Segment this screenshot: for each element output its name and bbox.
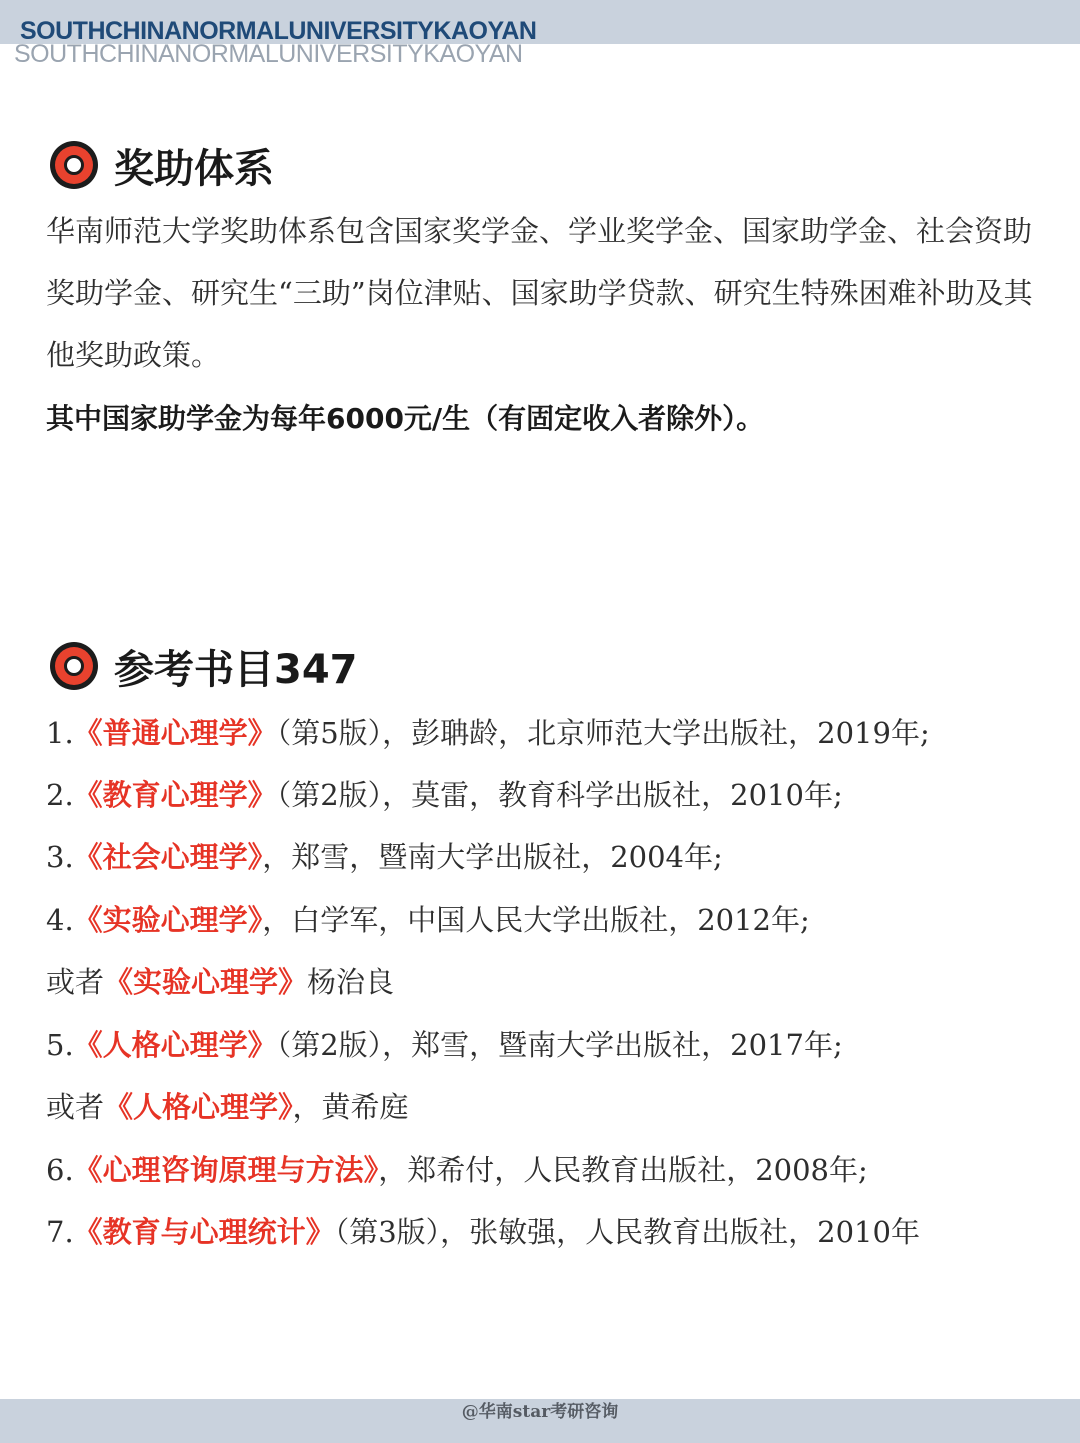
book-item-prefix: 5. bbox=[46, 1028, 74, 1062]
book-item-title: 《教育与心理统计》 bbox=[73, 1215, 335, 1249]
book-item-title: 《人格心理学》 bbox=[104, 1090, 293, 1124]
book-item-prefix: 或者 bbox=[46, 965, 105, 999]
book-item-details: ，郑希付，人民教育出版社，2008年; bbox=[378, 1153, 868, 1187]
book-item bbox=[46, 951, 394, 1013]
book-item-details: ，黄希庭 bbox=[292, 1090, 409, 1124]
book-item-details: （第2版），郑雪，暨南大学出版社，2017年; bbox=[276, 1028, 843, 1062]
section-heading-scholarship bbox=[50, 140, 274, 190]
scholarship-emphasis: 其中国家助学金为每年6000元/生（有固定收入者除外）。 bbox=[46, 402, 765, 435]
target-circle-icon bbox=[50, 642, 98, 690]
book-item-prefix: 3. bbox=[46, 840, 74, 874]
book-item-title: 《社会心理学》 bbox=[73, 840, 263, 874]
section-heading-books bbox=[50, 641, 358, 691]
book-item-prefix: 4. bbox=[46, 903, 74, 937]
book-item bbox=[46, 826, 723, 888]
book-item-details: （第3版），张敏强，人民教育出版社，2010年 bbox=[334, 1215, 920, 1249]
book-item-title: 《普通心理学》 bbox=[73, 716, 277, 750]
book-item-details: （第5版），彭聃龄，北京师范大学出版社，2019年; bbox=[276, 716, 930, 750]
book-item-prefix: 6. bbox=[46, 1153, 74, 1187]
book-item bbox=[46, 1076, 409, 1138]
banner-text-primary: SOUTHCHINANORMALUNIVERSITYKAOYAN bbox=[20, 17, 537, 45]
book-item-details: 杨治良 bbox=[307, 965, 395, 999]
book-item-prefix: 1. bbox=[46, 716, 74, 750]
book-item-details: ，白学军，中国人民大学出版社，2012年; bbox=[262, 903, 810, 937]
section-title-scholarship: 奖助体系 bbox=[114, 145, 274, 192]
book-item-title: 《实验心理学》 bbox=[73, 903, 263, 937]
book-item-prefix: 2. bbox=[46, 778, 74, 812]
book-item bbox=[46, 702, 930, 764]
book-item-details: （第2版），莫雷，教育科学出版社，2010年; bbox=[276, 778, 843, 812]
scholarship-description: 华南师范大学奖助体系包含国家奖学金、学业奖学金、国家助学金、社会资助奖助学金、研究生“三助”岗位津贴、国家助学贷款、研究生特殊困难补助及其他奖助政策。 bbox=[46, 214, 1033, 372]
book-item-prefix: 或者 bbox=[46, 1090, 105, 1124]
banner-text-shadow: SOUTHCHINANORMALUNIVERSITYKAOYAN bbox=[14, 40, 523, 68]
section-title-books: 参考书目347 bbox=[114, 646, 358, 693]
book-item-title: 《人格心理学》 bbox=[73, 1028, 277, 1062]
book-item bbox=[46, 1139, 868, 1201]
book-item-title: 《心理咨询原理与方法》 bbox=[73, 1153, 379, 1187]
book-item-title: 《实验心理学》 bbox=[104, 965, 308, 999]
book-item-prefix: 7. bbox=[46, 1215, 74, 1249]
book-item bbox=[46, 889, 810, 951]
book-item-details: ，郑雪，暨南大学出版社，2004年; bbox=[262, 840, 723, 874]
target-circle-icon bbox=[50, 141, 98, 189]
book-item-title: 《教育心理学》 bbox=[73, 778, 277, 812]
book-item bbox=[46, 1014, 843, 1076]
footer-watermark: @华南star考研咨询 bbox=[461, 1402, 619, 1422]
book-item bbox=[46, 1201, 920, 1263]
book-item bbox=[46, 764, 843, 826]
